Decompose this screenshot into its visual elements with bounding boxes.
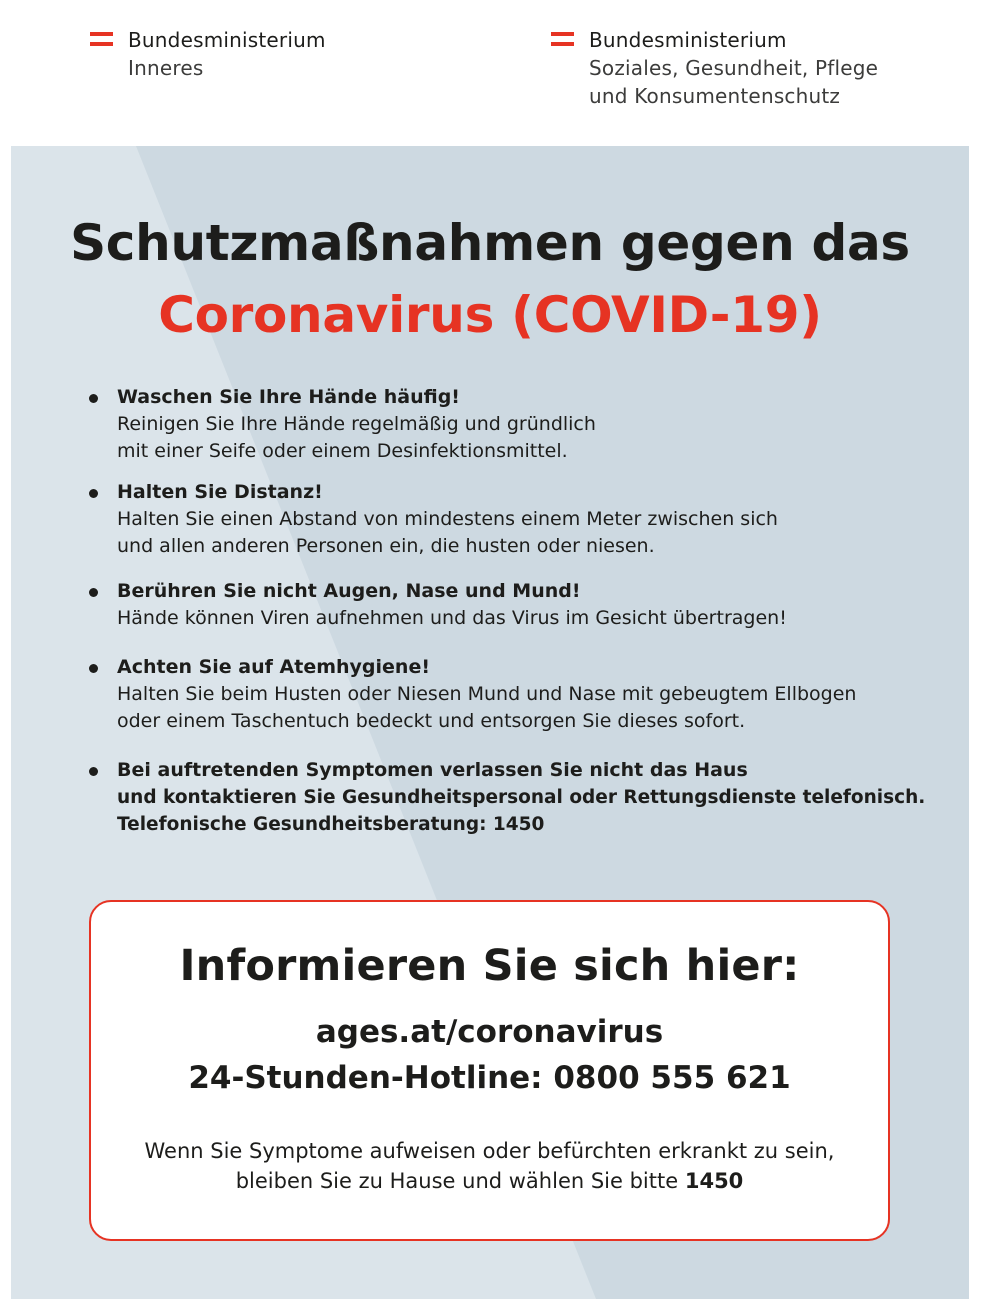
bullet-icon bbox=[89, 394, 98, 403]
austria-flag-icon bbox=[90, 32, 113, 46]
measure-body: Halten Sie beim Husten oder Niesen Mund und Nase mit gebeugtem Ellbogen oder einem Taschentuch bedeckt und entsorgen Sie dieses sofort. bbox=[117, 683, 857, 732]
logo-bmsgpk-ministry: Bundesministerium bbox=[589, 28, 787, 52]
list-item bbox=[89, 757, 929, 838]
info-note-line2: bleiben Sie zu Hause und wählen Sie bitte bbox=[235, 1169, 685, 1193]
list-item bbox=[89, 479, 929, 560]
page-title-line2: Coronavirus (COVID-19) bbox=[158, 286, 822, 344]
measure-heading: Halten Sie Distanz! bbox=[117, 481, 323, 503]
measure-heading: Bei auftretenden Symptomen verlassen Sie nicht das Haus bbox=[117, 759, 748, 781]
logo-bmsgpk-text bbox=[589, 26, 878, 110]
info-title: Informieren Sie sich hier: bbox=[179, 941, 800, 991]
measure-heading: Berühren Sie nicht Augen, Nase und Mund! bbox=[117, 580, 581, 602]
info-box bbox=[89, 900, 890, 1241]
austria-flag-icon bbox=[551, 32, 574, 46]
info-hotline: 24-Stunden-Hotline: 0800 555 621 bbox=[188, 1060, 791, 1096]
protective-measures-list bbox=[89, 384, 929, 838]
info-website-link[interactable]: ages.at/coronavirus bbox=[315, 1014, 664, 1050]
poster-panel bbox=[11, 146, 969, 1299]
measure-body: Reinigen Sie Ihre Hände regelmäßig und gründlich mit einer Seife oder einem Desinfektionsmittel. bbox=[117, 413, 596, 462]
measure-body: Hände können Viren aufnehmen und das Virus im Gesicht übertragen! bbox=[117, 607, 787, 629]
logo-bmi-department: Inneres bbox=[128, 56, 204, 80]
measure-body: Halten Sie einen Abstand von mindestens einem Meter zwischen sich und allen anderen Personen ein, die husten oder niesen. bbox=[117, 508, 778, 557]
info-note-line1: Wenn Sie Symptome aufweisen oder befürchten erkrankt zu sein, bbox=[144, 1139, 835, 1163]
list-item bbox=[89, 384, 929, 465]
bullet-icon bbox=[89, 489, 98, 498]
measure-body: und kontaktieren Sie Gesundheitspersonal oder Rettungsdienste telefonisch. Telefonische Gesundheitsberatung: 1450 bbox=[117, 787, 926, 835]
list-item bbox=[89, 578, 929, 632]
info-note-number: 1450 bbox=[684, 1169, 744, 1193]
measure-heading: Achten Sie auf Atemhygiene! bbox=[117, 656, 430, 678]
bullet-icon bbox=[89, 588, 98, 597]
logo-bmi-ministry: Bundesministerium bbox=[128, 28, 326, 52]
bullet-icon bbox=[89, 664, 98, 673]
info-note bbox=[91, 1136, 888, 1196]
logo-bmsgpk-department-line2: und Konsumentenschutz bbox=[589, 84, 841, 108]
page-title-line1: Schutzmaßnahmen gegen das bbox=[70, 214, 910, 272]
bullet-icon bbox=[89, 767, 98, 776]
logo-bmsgpk-department-line1: Soziales, Gesundheit, Pflege bbox=[589, 56, 879, 80]
measure-heading: Waschen Sie Ihre Hände häufig! bbox=[117, 386, 460, 408]
logo-bmi-text bbox=[128, 26, 326, 82]
list-item bbox=[89, 654, 929, 735]
